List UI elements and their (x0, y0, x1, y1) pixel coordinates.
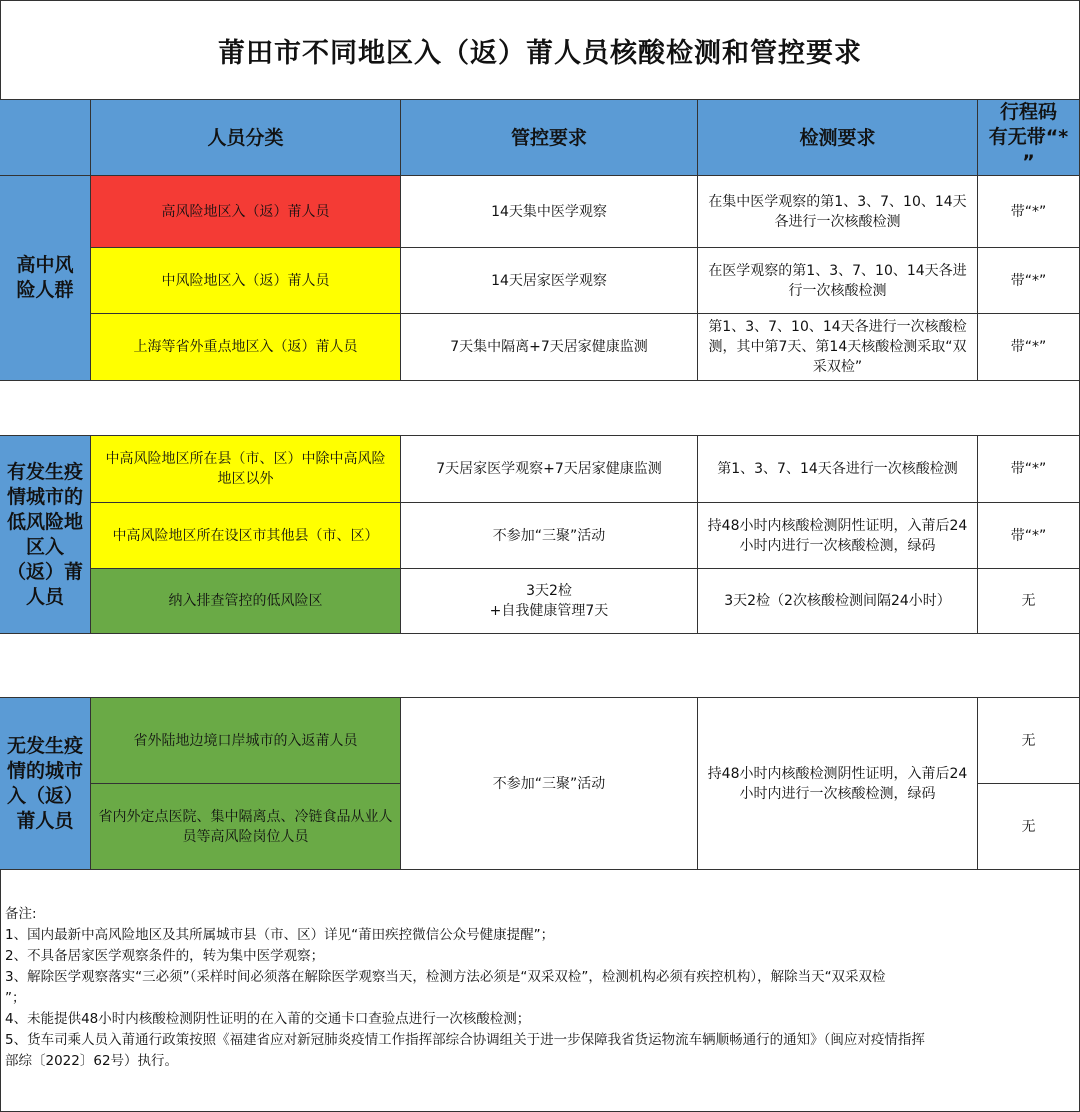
row-control: 14天居家医学观察 (401, 248, 698, 314)
row-code-star: 无 (978, 698, 1080, 784)
row-control: 7天集中隔离+7天居家健康监测 (401, 314, 698, 381)
header-code-star-line2: 有无带“* (988, 126, 1069, 148)
note-item: 部综〔2022〕62号）执行。 (5, 1053, 179, 1069)
header-testing: 检测要求 (698, 100, 978, 176)
row-control: 7天居家医学观察+7天居家健康监测 (401, 436, 698, 503)
row-code-star: 带“*” (978, 436, 1080, 503)
row-category: 纳入排查管控的低风险区 (91, 569, 401, 634)
notes-section (0, 870, 1080, 1112)
spacer-row (0, 634, 1080, 698)
row-category: 中高风险地区所在设区市其他县（市、区） (91, 503, 401, 569)
header-code-star (978, 100, 1080, 176)
row-code-star: 无 (978, 784, 1080, 870)
header-code-star-line3: ” (1022, 151, 1035, 173)
note-item: 5、货车司乘人员入莆通行政策按照《福建省应对新冠肺炎疫情工作指挥部综合协调组关于进一步保障我省货运物流车辆顺畅通行的通知》（闽应对疫情指挥 (5, 1032, 925, 1048)
row-category: 高风险地区入（返）莆人员 (91, 176, 401, 248)
note-item: 4、未能提供48小时内核酸检测阴性证明的在入莆的交通卡口查验点进行一次核酸检测； (5, 1011, 531, 1027)
row-category: 中高风险地区所在县（市、区）中除中高风险地区以外 (91, 436, 401, 503)
row-testing: 第1、3、7、10、14天各进行一次核酸检测，其中第7天、第14天核酸检测采取“双采双检” (698, 314, 978, 381)
row-control-line1: 3天2检 (526, 583, 572, 599)
note-item: 2、不具备居家医学观察条件的，转为集中医学观察； (5, 948, 325, 964)
row-code-star: 带“*” (978, 176, 1080, 248)
row-testing-merged: 持48小时内核酸检测阴性证明，入莆后24小时内进行一次核酸检测，绿码 (698, 698, 978, 870)
spacer-row (0, 381, 1080, 436)
row-testing: 3天2检（2次核酸检测间隔24小时） (698, 569, 978, 634)
group-label-high-medium-risk: 高中风险人群 (0, 176, 91, 381)
note-item: ”； (5, 990, 26, 1006)
row-testing: 第1、3、7、14天各进行一次核酸检测 (698, 436, 978, 503)
header-corner (0, 100, 91, 176)
row-category: 省外陆地边境口岸城市的入返莆人员 (91, 698, 401, 784)
notes-heading: 备注: (5, 906, 37, 922)
page-title: 莆田市不同地区入（返）莆人员核酸检测和管控要求 (0, 0, 1080, 100)
row-testing: 持48小时内核酸检测阴性证明，入莆后24小时内进行一次核酸检测，绿码 (698, 503, 978, 569)
row-code-star: 带“*” (978, 503, 1080, 569)
row-code-star: 带“*” (978, 314, 1080, 381)
row-testing: 在集中医学观察的第1、3、7、10、14天各进行一次核酸检测 (698, 176, 978, 248)
header-code-star-line1: 行程码 (999, 101, 1057, 123)
group-label-low-risk-with-outbreak: 有发生疫情城市的低风险地区入（返）莆人员 (0, 436, 91, 634)
row-control: 不参加“三聚”活动 (401, 503, 698, 569)
row-category: 省内外定点医院、集中隔离点、冷链食品从业人员等高风险岗位人员 (91, 784, 401, 870)
row-code-star: 带“*” (978, 248, 1080, 314)
note-item: 3、解除医学观察落实“三必须”（采样时间必须落在解除医学观察当天，检测方法必须是“双采双检”，检测机构必须有疾控机构），解除当天“双采双检 (5, 969, 886, 985)
header-category: 人员分类 (91, 100, 401, 176)
row-category: 上海等省外重点地区入（返）莆人员 (91, 314, 401, 381)
row-control-line2: +自我健康管理7天 (489, 603, 609, 619)
row-code-star: 无 (978, 569, 1080, 634)
note-item: 1、国内最新中高风险地区及其所属城市县（市、区）详见“莆田疾控微信公众号健康提醒”； (5, 927, 555, 943)
row-category: 中风险地区入（返）莆人员 (91, 248, 401, 314)
row-control-merged: 不参加“三聚”活动 (401, 698, 698, 870)
row-control (401, 569, 698, 634)
group-label-no-outbreak: 无发生疫情的城市入（返）莆人员 (0, 698, 91, 870)
header-control: 管控要求 (401, 100, 698, 176)
row-testing: 在医学观察的第1、3、7、10、14天各进行一次核酸检测 (698, 248, 978, 314)
row-control: 14天集中医学观察 (401, 176, 698, 248)
